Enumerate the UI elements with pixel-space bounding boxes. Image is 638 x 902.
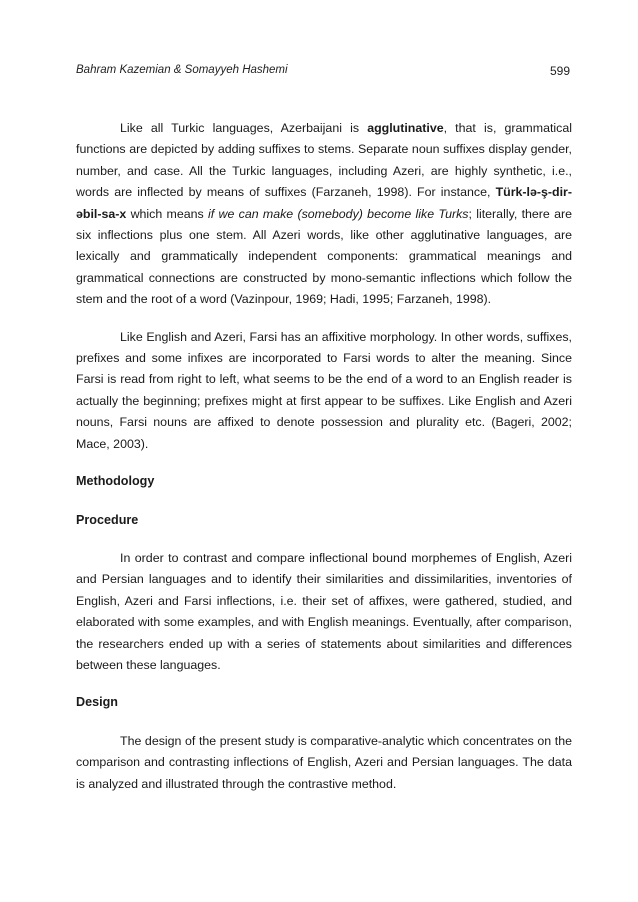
page-number: 599 bbox=[549, 64, 570, 78]
header-authors: Bahram Kazemian & Somayyeh Hashemi bbox=[76, 64, 288, 76]
page-body bbox=[76, 118, 572, 811]
heading-methodology: Methodology bbox=[76, 474, 155, 489]
p1-text-4: ; literally, there are six inflections plus one stem. All Azeri words, like other agglutinative languages, are lexically and grammatically independent components: grammatical meanings and grammatical connections are constructed by mono-semantic inflections which follow the stem and the root of a word (Vazinpour, 1969; Hadi, 1995; Farzaneh, 1998). bbox=[76, 206, 573, 307]
paragraph-design: The design of the present study is comparative-analytic which concentrates on the comparison and contrasting inflections of English, Azeri and Persian languages. The data is analyzed and illustrated through the contrastive method. bbox=[76, 733, 572, 791]
example-word: Türk-lə-ş-dir-əbil-sa-x bbox=[76, 185, 572, 221]
paragraph-farsi: Like English and Azeri, Farsi has an affixitive morphology. In other words, suffixes, prefixes and some infixes are incorporated to Farsi words to alter the meaning. Since Farsi is read from right to left, what seems to be the end of a word to an English reader is actually the beginning; prefixes might at first appear to be suffixes. Like English and Azeri nouns, Farsi nouns are affixed to denote possession and plurality etc. (Bageri, 2002; Mace, 2003). bbox=[76, 329, 572, 451]
running-header bbox=[76, 64, 570, 78]
p1-text-1: Like all Turkic languages, Azerbaijani is bbox=[120, 121, 368, 135]
heading-design: Design bbox=[76, 695, 118, 710]
paragraph-procedure: In order to contrast and compare inflectional bound morphemes of English, Azeri and Persian languages and to identify their similarities and dissimilarities, inventories of English, Azeri and Farsi inflections, i.e. their set of affixes, were gathered, studied, and elaborated with some examples, and with English meanings. Eventually, after comparison, the researchers ended up with a series of statements about similarities and differences between these languages. bbox=[76, 550, 572, 672]
example-meaning: if we can make (somebody) become like Turks bbox=[208, 206, 469, 221]
p1-text-2: , that is, grammatical functions are depicted by adding suffixes to stems. Separate noun suffixes display gender, number, and case. All the Turkic languages, including Azeri, are highly synthetic, i.e., words are inflected by means of suffixes (Farzaneh, 1998). For instance, bbox=[76, 121, 572, 200]
paragraph-turkic bbox=[76, 118, 572, 311]
heading-procedure: Procedure bbox=[76, 512, 139, 527]
p1-text-3: which means bbox=[126, 206, 209, 221]
term-agglutinative: agglutinative bbox=[367, 121, 444, 135]
